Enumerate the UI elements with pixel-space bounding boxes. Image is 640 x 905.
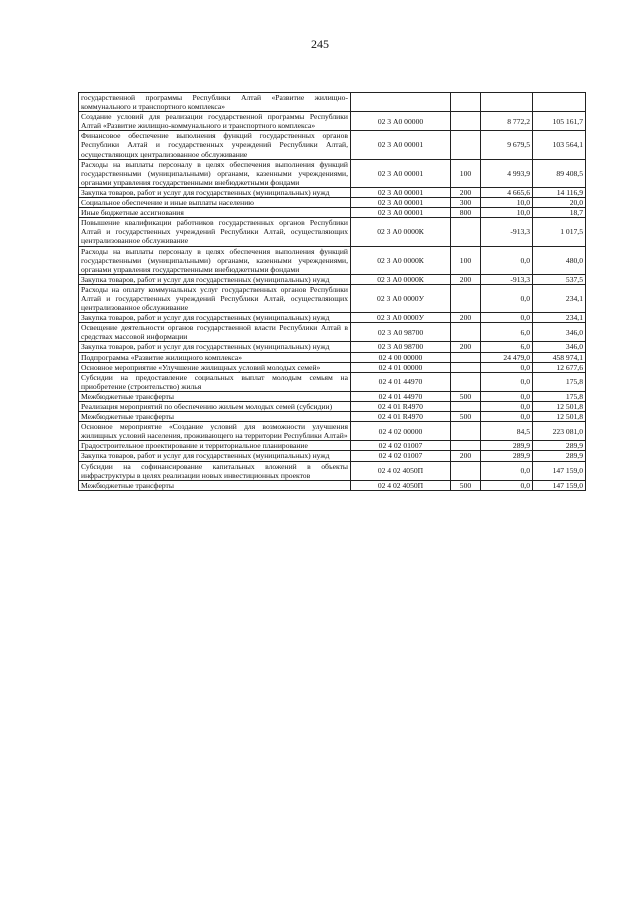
- row-change-amount-cell: 0,0: [481, 313, 533, 323]
- row-expense-type-cell: [451, 284, 481, 312]
- row-expense-type-cell: [451, 402, 481, 412]
- row-name-cell: Закупка товаров, работ и услуг для государственных (муниципальных) нужд: [79, 274, 351, 284]
- row-total-amount-cell: 175,8: [533, 372, 586, 391]
- row-code-cell: 02 3 А0 0000У: [351, 284, 451, 312]
- table-row: [79, 198, 586, 208]
- table-row: [79, 187, 586, 197]
- row-change-amount-cell: 4 665,6: [481, 187, 533, 197]
- row-code-cell: 02 3 А0 00001: [351, 187, 451, 197]
- row-change-amount-cell: 0,0: [481, 412, 533, 422]
- row-change-amount-cell: -913,3: [481, 218, 533, 246]
- row-name-cell: Иные бюджетные ассигнования: [79, 208, 351, 218]
- row-total-amount-cell: 537,5: [533, 274, 586, 284]
- row-expense-type-cell: [451, 441, 481, 451]
- row-code-cell: 02 4 01 44970: [351, 372, 451, 391]
- row-name-cell: Межбюджетные трансферты: [79, 412, 351, 422]
- table-row: [79, 208, 586, 218]
- row-code-cell: 02 3 А0 98700: [351, 342, 451, 352]
- row-change-amount-cell: 8 772,2: [481, 112, 533, 131]
- row-change-amount-cell: 0,0: [481, 391, 533, 401]
- row-change-amount-cell: 0,0: [481, 362, 533, 372]
- row-code-cell: 02 4 01 R4970: [351, 412, 451, 422]
- row-expense-type-cell: [451, 352, 481, 362]
- table-row: [79, 218, 586, 246]
- row-name-cell: Основное мероприятие «Создание условий для возможности улучшения жилищных условий населения, проживающего на территории Республики Алтай»: [79, 422, 351, 441]
- row-total-amount-cell: 18,7: [533, 208, 586, 218]
- table-row: [79, 284, 586, 312]
- row-total-amount-cell: 89 408,5: [533, 159, 586, 187]
- row-change-amount-cell: 6,0: [481, 323, 533, 342]
- row-code-cell: 02 3 А0 0000У: [351, 313, 451, 323]
- row-name-cell: Финансовое обеспечение выполнения функций государственных органов Республики Алтай и государственных учреждений Республики Алтай, осуществляющих централизованное обслуживание: [79, 131, 351, 159]
- row-name-cell: Освещение деятельности органов государственной власти Республики Алтай в средствах массовой информации: [79, 323, 351, 342]
- row-expense-type-cell: [451, 362, 481, 372]
- table-row: [79, 159, 586, 187]
- row-code-cell: 02 4 01 00000: [351, 362, 451, 372]
- row-change-amount-cell: 0,0: [481, 246, 533, 274]
- row-name-cell: Повышение квалификации работников государственных органов Республики Алтай и государственных учреждений Республики Алтай, осуществляющих централизованное обслуживание: [79, 218, 351, 246]
- row-code-cell: 02 4 00 00000: [351, 352, 451, 362]
- row-expense-type-cell: [451, 372, 481, 391]
- row-total-amount-cell: 234,1: [533, 313, 586, 323]
- table-row: [79, 441, 586, 451]
- row-expense-type-cell: 200: [451, 274, 481, 284]
- row-expense-type-cell: 100: [451, 246, 481, 274]
- table-row: [79, 352, 586, 362]
- row-name-cell: Закупка товаров, работ и услуг для государственных (муниципальных) нужд: [79, 313, 351, 323]
- row-total-amount-cell: 105 161,7: [533, 112, 586, 131]
- row-expense-type-cell: 300: [451, 198, 481, 208]
- row-total-amount-cell: 14 116,9: [533, 187, 586, 197]
- row-total-amount-cell: 20,0: [533, 198, 586, 208]
- row-expense-type-cell: 100: [451, 159, 481, 187]
- table-row: [79, 323, 586, 342]
- row-change-amount-cell: 289,9: [481, 441, 533, 451]
- row-expense-type-cell: 200: [451, 342, 481, 352]
- row-name-cell: Субсидии на предоставление социальных выплат молодым семьям на приобретение (строительство) жилья: [79, 372, 351, 391]
- row-total-amount-cell: 12 677,6: [533, 362, 586, 372]
- row-total-amount-cell: 12 501,8: [533, 402, 586, 412]
- row-name-cell: Социальное обеспечение и иные выплаты населению: [79, 198, 351, 208]
- row-total-amount-cell: 147 159,0: [533, 480, 586, 490]
- table-row: [79, 480, 586, 490]
- row-change-amount-cell: 10,0: [481, 198, 533, 208]
- row-name-cell: Субсидии на софинансирование капитальных вложений в объекты инфраструктуры в целях реализации новых инвестиционных проектов: [79, 461, 351, 480]
- row-name-cell: Подпрограмма «Развитие жилищного комплекса»: [79, 352, 351, 362]
- row-name-cell: государственной программы Республики Алтай «Развитие жилищно-коммунального и транспортного комплекса»: [79, 93, 351, 112]
- budget-table: [78, 92, 586, 491]
- row-code-cell: 02 3 А0 98700: [351, 323, 451, 342]
- table-row: [79, 412, 586, 422]
- row-expense-type-cell: 200: [451, 313, 481, 323]
- row-name-cell: Градостроительное проектирование и территориальное планирование: [79, 441, 351, 451]
- row-expense-type-cell: 500: [451, 391, 481, 401]
- row-code-cell: [351, 93, 451, 112]
- row-change-amount-cell: 24 479,0: [481, 352, 533, 362]
- row-expense-type-cell: 500: [451, 412, 481, 422]
- row-change-amount-cell: 9 679,5: [481, 131, 533, 159]
- row-change-amount-cell: 84,5: [481, 422, 533, 441]
- row-expense-type-cell: [451, 461, 481, 480]
- row-change-amount-cell: 10,0: [481, 208, 533, 218]
- row-change-amount-cell: 289,9: [481, 451, 533, 461]
- budget-table-body: [79, 93, 586, 491]
- row-name-cell: Создание условий для реализации государственной программы Республики Алтай «Развитие жилищно-коммунального и транспортного комплекса»: [79, 112, 351, 131]
- row-total-amount-cell: 1 017,5: [533, 218, 586, 246]
- row-expense-type-cell: 200: [451, 451, 481, 461]
- table-row: [79, 131, 586, 159]
- row-total-amount-cell: 346,0: [533, 342, 586, 352]
- row-name-cell: Межбюджетные трансферты: [79, 391, 351, 401]
- row-total-amount-cell: 223 081,0: [533, 422, 586, 441]
- table-row: [79, 93, 586, 112]
- row-code-cell: 02 4 02 00000: [351, 422, 451, 441]
- table-row: [79, 112, 586, 131]
- row-expense-type-cell: 200: [451, 187, 481, 197]
- row-change-amount-cell: -913,3: [481, 274, 533, 284]
- row-name-cell: Основное мероприятие «Улучшение жилищных условий молодых семей»: [79, 362, 351, 372]
- row-code-cell: 02 4 02 4050П: [351, 480, 451, 490]
- table-row: [79, 274, 586, 284]
- row-total-amount-cell: 480,0: [533, 246, 586, 274]
- row-name-cell: Закупка товаров, работ и услуг для государственных (муниципальных) нужд: [79, 451, 351, 461]
- row-code-cell: 02 4 02 4050П: [351, 461, 451, 480]
- row-name-cell: Реализация мероприятий по обеспечению жильем молодых семей (субсидии): [79, 402, 351, 412]
- row-change-amount-cell: [481, 93, 533, 112]
- page-number: 245: [311, 37, 329, 51]
- table-row: [79, 451, 586, 461]
- table-row: [79, 402, 586, 412]
- row-code-cell: 02 4 02 01007: [351, 441, 451, 451]
- row-change-amount-cell: 0,0: [481, 284, 533, 312]
- row-expense-type-cell: [451, 131, 481, 159]
- row-expense-type-cell: [451, 218, 481, 246]
- row-total-amount-cell: 12 501,8: [533, 412, 586, 422]
- table-row: [79, 422, 586, 441]
- row-expense-type-cell: [451, 93, 481, 112]
- row-code-cell: 02 3 А0 00001: [351, 159, 451, 187]
- table-row: [79, 461, 586, 480]
- row-code-cell: 02 3 А0 00001: [351, 131, 451, 159]
- row-total-amount-cell: 234,1: [533, 284, 586, 312]
- table-row: [79, 246, 586, 274]
- row-expense-type-cell: [451, 112, 481, 131]
- row-total-amount-cell: 289,9: [533, 451, 586, 461]
- row-change-amount-cell: 0,0: [481, 372, 533, 391]
- row-change-amount-cell: 0,0: [481, 461, 533, 480]
- row-change-amount-cell: 0,0: [481, 402, 533, 412]
- row-code-cell: 02 3 А0 00001: [351, 198, 451, 208]
- row-total-amount-cell: 458 974,1: [533, 352, 586, 362]
- row-total-amount-cell: 175,8: [533, 391, 586, 401]
- row-change-amount-cell: 0,0: [481, 480, 533, 490]
- row-code-cell: 02 4 01 R4970: [351, 402, 451, 412]
- row-code-cell: 02 3 А0 00000: [351, 112, 451, 131]
- row-expense-type-cell: [451, 422, 481, 441]
- table-row: [79, 391, 586, 401]
- row-name-cell: Закупка товаров, работ и услуг для государственных (муниципальных) нужд: [79, 342, 351, 352]
- row-expense-type-cell: 500: [451, 480, 481, 490]
- row-code-cell: 02 3 А0 00001: [351, 208, 451, 218]
- row-total-amount-cell: 147 159,0: [533, 461, 586, 480]
- row-name-cell: Закупка товаров, работ и услуг для государственных (муниципальных) нужд: [79, 187, 351, 197]
- row-code-cell: 02 3 А0 0000К: [351, 246, 451, 274]
- row-expense-type-cell: [451, 323, 481, 342]
- table-row: [79, 342, 586, 352]
- table-row: [79, 372, 586, 391]
- table-row: [79, 362, 586, 372]
- row-code-cell: 02 4 02 01007: [351, 451, 451, 461]
- row-change-amount-cell: 6,0: [481, 342, 533, 352]
- row-total-amount-cell: 346,0: [533, 323, 586, 342]
- row-code-cell: 02 3 А0 0000К: [351, 274, 451, 284]
- row-change-amount-cell: 4 993,9: [481, 159, 533, 187]
- row-name-cell: Расходы на выплаты персоналу в целях обеспечения выполнения функций государственными (муниципальными) органами, казенными учреждениями, органами управления государственными внебюджетными фондами: [79, 159, 351, 187]
- row-code-cell: 02 4 01 44970: [351, 391, 451, 401]
- row-expense-type-cell: 800: [451, 208, 481, 218]
- row-code-cell: 02 3 А0 0000К: [351, 218, 451, 246]
- row-total-amount-cell: 103 564,1: [533, 131, 586, 159]
- table-row: [79, 313, 586, 323]
- row-name-cell: Расходы на выплаты персоналу в целях обеспечения выполнения функций государственными (муниципальными) органами, казенными учреждениями, органами управления государственными внебюджетными фондами: [79, 246, 351, 274]
- row-total-amount-cell: [533, 93, 586, 112]
- row-name-cell: Межбюджетные трансферты: [79, 480, 351, 490]
- row-name-cell: Расходы на оплату коммунальных услуг государственных органов Республики Алтай и государственных учреждений Республики Алтай, осуществляющих централизованное обслуживание: [79, 284, 351, 312]
- row-total-amount-cell: 289,9: [533, 441, 586, 451]
